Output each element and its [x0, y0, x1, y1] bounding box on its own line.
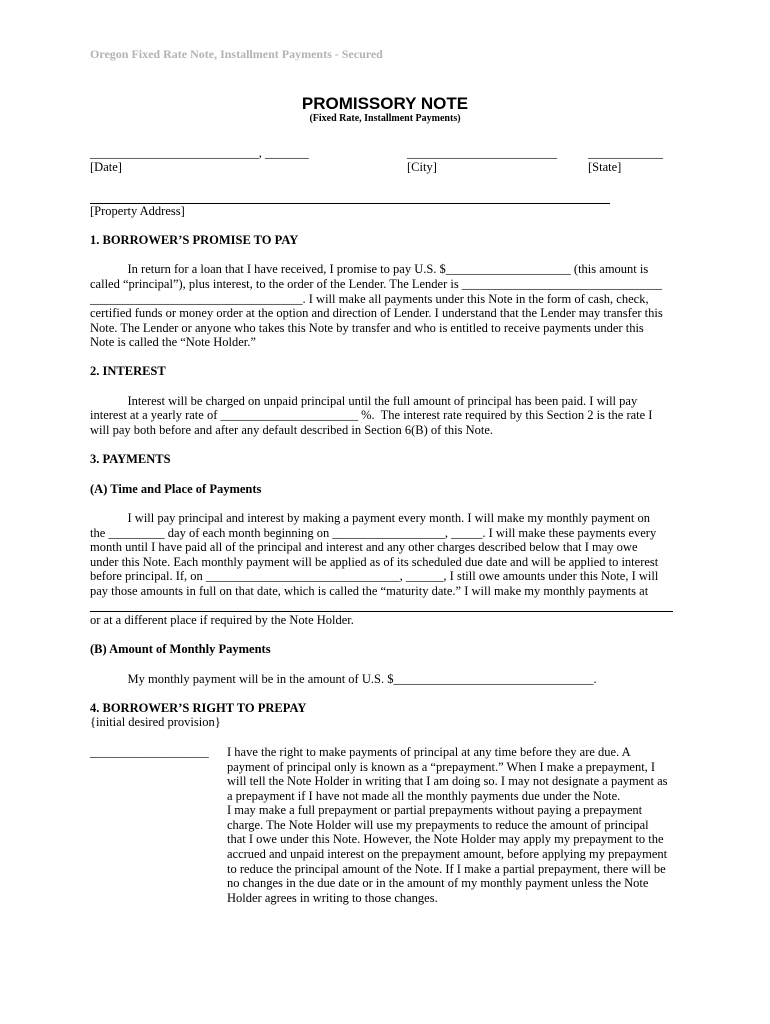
section4-line: no changes in the due date or in the amount of my monthly payment unless the Note: [227, 876, 649, 890]
section3b-line: My monthly payment will be in the amount of U.S. $________________________________.: [90, 672, 597, 686]
section3a-line: under this Note. Each monthly payment will be applied as of its scheduled due date and will be applied to interest: [90, 555, 659, 569]
section3a-line: pay those amounts in full on that date, which is called the “maturity date.” I will make my monthly payments at: [90, 584, 649, 598]
section2-heading: 2. INTEREST: [90, 364, 166, 378]
section4-line: a prepayment if I have not made all the monthly payments due under the Note.: [227, 789, 621, 803]
section3a-subheading: (A) Time and Place of Payments: [90, 482, 262, 496]
document-subtitle: (Fixed Rate, Installment Payments): [309, 113, 461, 124]
section1-line: __________________________________. I will make all payments under this Note in the form of cash, check,: [90, 292, 649, 306]
document-title: PROMISSORY NOTE: [301, 94, 469, 113]
section3a-line: month until I have paid all of the principal and interest and any other charges described below that I may owe: [90, 540, 638, 554]
section1-line: In return for a loan that I have received, I promise to pay U.S. $____________________ (this amount is: [90, 262, 649, 276]
section4-line: Holder agrees in writing to those changes.: [227, 891, 438, 905]
city-blank: ________________________: [407, 146, 557, 160]
state-label: [State]: [588, 160, 622, 174]
section3b-subheading: (B) Amount of Monthly Payments: [90, 642, 271, 656]
section1-line: called “principal”), plus interest, to the order of the Lender. The Lender is ________________________________: [90, 277, 662, 291]
section4-line: I have the right to make payments of principal at any time before they are due. A: [227, 745, 631, 759]
section4-line: to reduce the principal amount of the Note. If I make a partial prepayment, there will be: [227, 862, 666, 876]
section3-heading: 3. PAYMENTS: [90, 452, 171, 466]
section1-line: Note. The Lender or anyone who takes this Note by transfer and who is entitled to receive payments under this: [90, 321, 644, 335]
initial-blank: ___________________: [90, 745, 209, 759]
section4-note: {initial desired provision}: [90, 715, 221, 729]
section4-line: charge. The Note Holder will use my prepayments to reduce the amount of principal: [227, 818, 649, 832]
section4-line: payment of principal only is known as a “prepayment.” When I make a prepayment, I: [227, 760, 656, 774]
section2-line: will pay both before and after any default described in Section 6(B) of this Note.: [90, 423, 494, 437]
section4-line: accrued and unpaid interest on the prepayment amount, before applying my prepayment: [227, 847, 668, 861]
section3a-line: I will pay principal and interest by making a payment every month. I will make my monthly payment on: [90, 511, 650, 525]
section4-heading: 4. BORROWER’S RIGHT TO PREPAY: [90, 701, 307, 715]
section4-line: I may make a full prepayment or partial prepayments without paying a prepayment: [227, 803, 643, 817]
date-blank: ___________________________, _______: [90, 146, 309, 160]
running-head: Oregon Fixed Rate Note, Installment Payments - Secured: [90, 47, 383, 61]
state-blank: ____________: [588, 146, 663, 160]
section4-line: that I owe under this Note. However, the Note Holder may apply my prepayment to the: [227, 832, 664, 846]
section1-line: certified funds or money order at the option and direction of Lender. I understand that the Lender may transfer this: [90, 306, 663, 320]
section2-line: interest at a yearly rate of ______________________ %. The interest rate required by this Section 2 is the rate I: [90, 408, 653, 422]
property-address-label: [Property Address]: [90, 204, 185, 218]
section1-heading: 1. BORROWER’S PROMISE TO PAY: [90, 233, 299, 247]
city-label: [City]: [407, 160, 437, 174]
section1-line: Note is called the “Note Holder.”: [90, 335, 256, 349]
payment-place-rule: [90, 611, 673, 612]
section4-line: will tell the Note Holder in writing that I am doing so. I may not designate a payment as: [227, 774, 668, 788]
section3a-line-after-rule: or at a different place if required by the Note Holder.: [90, 613, 354, 627]
section3a-line: the _________ day of each month beginning on __________________, _____. I will make these payments every: [90, 526, 657, 540]
section2-line: Interest will be charged on unpaid principal until the full amount of principal has been paid. I will pay: [90, 394, 638, 408]
date-label: [Date]: [90, 160, 122, 174]
section3a-line: before principal. If, on _______________________________, ______, I still owe amounts under this Note, I will: [90, 569, 659, 583]
